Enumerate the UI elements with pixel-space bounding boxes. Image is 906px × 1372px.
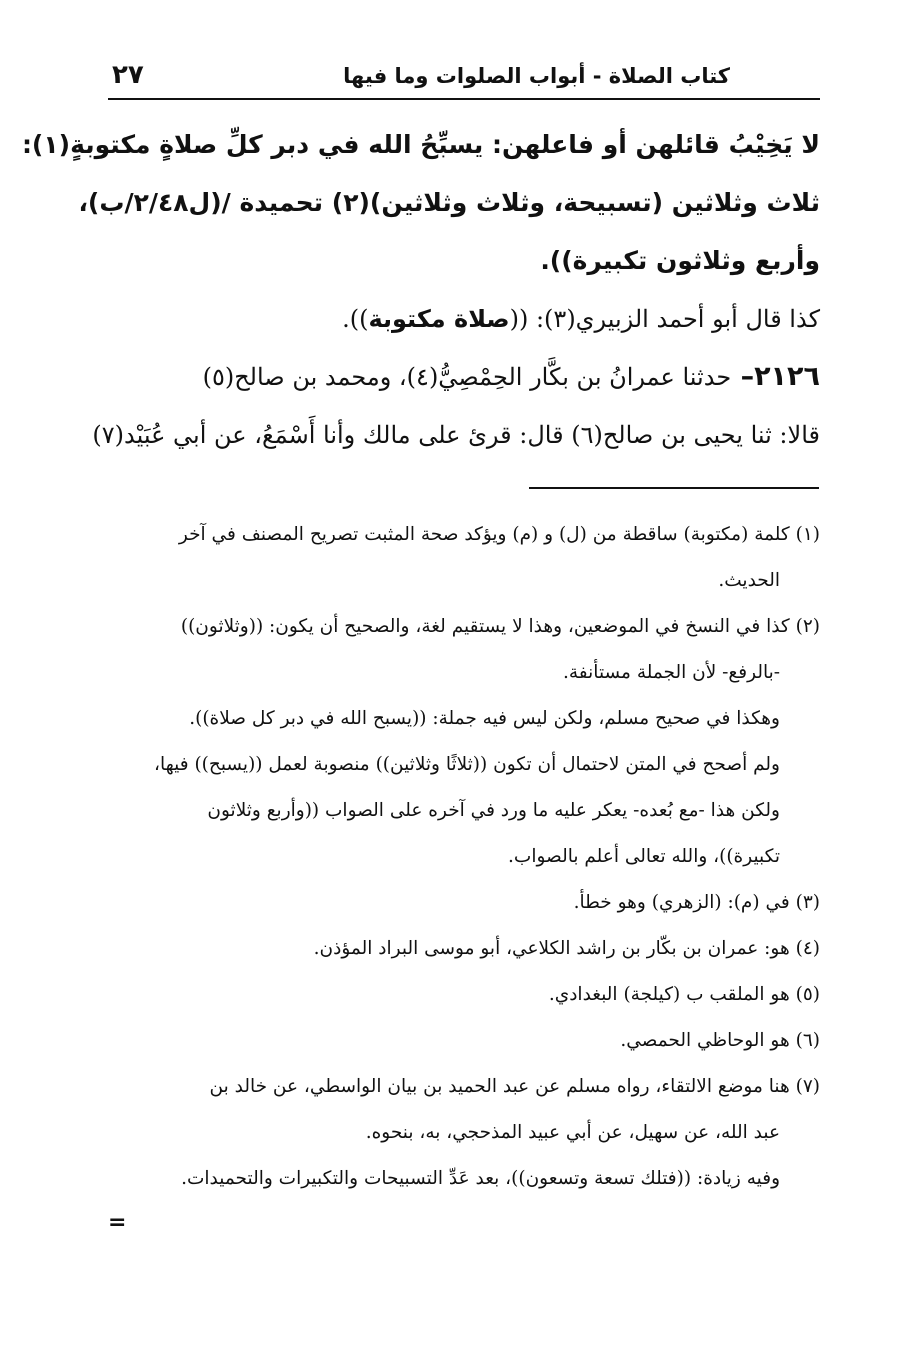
main-line-3: وأربع وثلاثون تكبيرة)). (540, 246, 820, 275)
main-line-5 (108, 348, 820, 406)
main-line-1: لا يَخِيْبُ قائلهن أو فاعلهن: يسبِّحُ الله في دبر كلِّ صلاةٍ مكتوبةٍ(١): (21, 130, 820, 159)
footnote-line: (٥) هو الملقب ب (كيلجة) البغدادي. (548, 984, 820, 1005)
continuation-mark: = (108, 1210, 127, 1235)
footnote-line: وهكذا في صحيح مسلم، ولكن ليس فيه جملة: ((يسبح الله في دبر كل صلاة)). (189, 708, 780, 729)
footnote-line: تكبيرة))، والله تعالى أعلم بالصواب. (508, 846, 780, 867)
page-number: ٢٧ (112, 60, 144, 90)
footnote-separator (529, 487, 819, 489)
footnote-line: -بالرفع- لأن الجملة مستأنفة. (563, 662, 780, 683)
footnotes (108, 512, 820, 1202)
footnote-line: ولم أصحح في المتن لاحتمال أن تكون ((ثلاثًا وثلاثين)) منصوبة لعمل ((يسبح)) فيها، (154, 754, 780, 775)
footnote-line: (١) كلمة (مكتوبة) ساقطة من (ل) و (م) ويؤكد صحة المثبت تصريح المصنف في آخر (178, 524, 820, 545)
footnote-line: عبد الله، عن سهيل، عن أبي عبيد المذحجي، به، بنحوه. (365, 1122, 780, 1143)
footnote-line: (٢) كذا في النسخ في الموضعين، وهذا لا يستقيم لغة، والصحيح أن يكون: ((وثلاثون)) (180, 616, 820, 637)
footnote-line: (٧) هنا موضع الالتقاء، رواه مسلم عن عبد الحميد بن بيان الواسطي، عن خالد بن (209, 1076, 820, 1097)
footnote-line: ولكن هذا -مع بُعده- يعكر عليه ما ورد في آخره على الصواب ((وأربع وثلاثون (207, 800, 780, 821)
hadith-number: ٢١٢٦– (731, 361, 820, 392)
zubayri-statement: كذا قال أبو أحمد الزبيري(٣): (( (509, 305, 820, 333)
footnote-line: (٦) هو الوحاظي الحمصي. (620, 1030, 820, 1051)
closing-quote: )). (342, 305, 369, 333)
footnote-line: (٤) هو: عمران بن بكّار بن راشد الكلاعي، أبو موسى البراد المؤذن. (313, 938, 820, 959)
isnad-text: حدثنا عمرانُ بن بكَّار الحِمْصِيُّ(٤)، ومحمد بن صالح(٥) (202, 363, 732, 391)
running-header (108, 58, 820, 100)
main-text (21, 116, 820, 464)
footnote-line: الحديث. (718, 570, 780, 591)
footnote-line: وفيه زيادة: ((فتلك تسعة وتسعون))، بعد عَدِّ التسبيحات والتكبيرات والتحميدات. (181, 1168, 780, 1189)
main-line-6: قالا: ثنا يحيى بن صالح(٦) قال: قرئ على مالك وأنا أَسْمَعُ، عن أبي عُبَيْد(٧) (92, 421, 820, 449)
main-line-4 (108, 290, 820, 348)
footnote-line: (٣) في (م): (الزهري) وهو خطأ. (573, 892, 820, 913)
bold-phrase: صلاة مكتوبة (368, 305, 510, 333)
header-title: كتاب الصلاة - أبواب الصلوات وما فيها (343, 64, 730, 88)
main-line-2: ثلاث وثلاثين (تسبيحة، وثلاث وثلاثين)(٢) تحميدة /(ل٢/٤٨/ب)، (78, 188, 820, 217)
